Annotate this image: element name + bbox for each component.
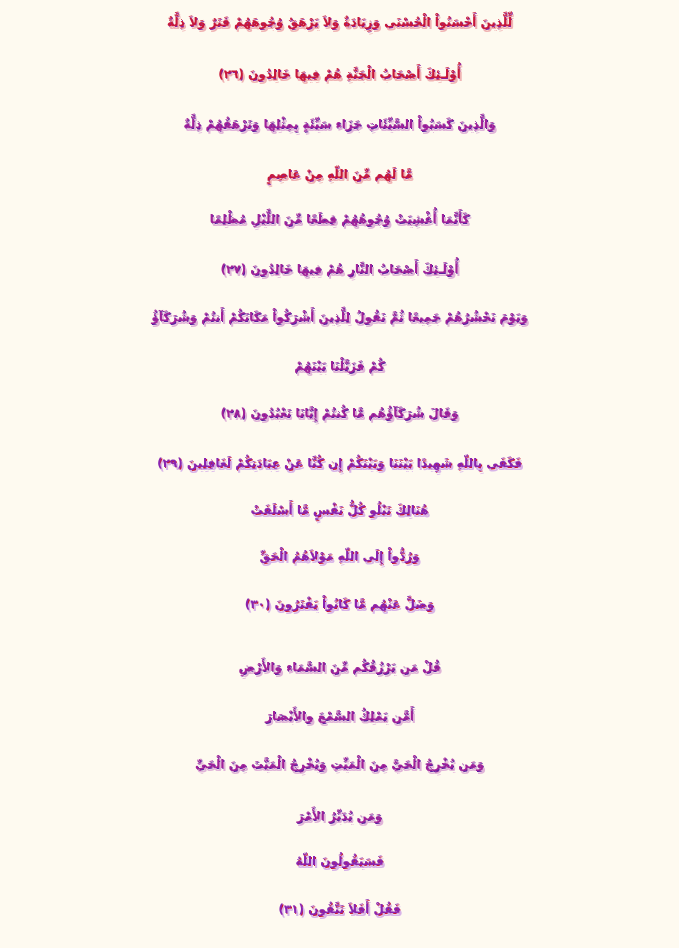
- verse-line-12: وَرُدُّواْ إِلَى اللّهِ مَوْلاَهُمُ الْحَقِّ: [259, 549, 420, 563]
- verse-line-16: وَمَن يُخْرِجُ الْحَيَّ مِنَ الْمَيِّتِ وَيُخْرِجُ الْمَيَّتَ مِنَ الْحَيِّ: [195, 757, 484, 771]
- verse-line-1: لِّلَّذِينَ أَحْسَنُواْ الْحُسْنَى وَزِيَادَةٌ وَلاَ يَرْهَقُ وُجُوهَهُمْ قَتَرٌ وَلاَ ذِلَّةٌ: [166, 15, 513, 29]
- verse-line-17: وَمَن يُدَبِّرُ الأَمْرَ: [296, 809, 383, 823]
- verse-line-15: أَمَّن يَمْلِكُ السَّمْعَ والأَبْصَارَ: [265, 709, 414, 723]
- verse-line-18: فَسَيَقُولُونَ اللّهُ: [295, 854, 384, 868]
- verse-line-19: فَقُلْ أَفَلاَ تَتَّقُونَ (٣١): [278, 902, 401, 916]
- verse-line-4: مَّا لَهُم مِّنَ اللّهِ مِنْ عَاصِمٍ: [266, 167, 413, 181]
- verse-line-7: وَيَوْمَ نَحْشُرُهُمْ جَمِيعًا ثُمَّ نَقُولُ لِلَّذِينَ أَشْرَكُواْ مَكَانَكُمْ أَنتُمْ وَشُرَكَآؤُ: [151, 310, 528, 324]
- verse-line-13: وَضَلَّ عَنْهُم مَّا كَانُواْ يَفْتَرُونَ (٣٠): [244, 597, 435, 611]
- verse-line-11: هُنَالِكَ تَبْلُو كُلُّ نَفْسٍ مَّا أَسْلَفَتْ: [250, 503, 429, 517]
- verse-line-14: قُلْ مَن يَرْزُقُكُم مِّنَ السَّمَاء وَالأَرْضِ: [238, 660, 441, 674]
- verse-line-9: وَقَالَ شُرَكَآؤُهُم مَّا كُنتُمْ إِيَّانَا تَعْبُدُونَ (٢٨): [220, 406, 459, 420]
- verse-line-3: وَالَّذِينَ كَسَبُواْ السَّيِّئَاتِ جَزَاء سَيِّئَةٍ بِمِثْلِهَا وَتَرْهَقُهُمْ ذِلَّةٌ: [183, 117, 496, 131]
- verse-line-2: أُوْلَـئِكَ أَصْحَابُ الْجَنَّةِ هُمْ فِيهَا خَالِدُونَ (٢٦): [218, 67, 461, 81]
- verse-line-5: كَأَنَّمَا أُغْشِيَتْ وُجُوهُهُمْ قِطَعًا مِّنَ اللَّيْلِ مُظْلِمًا: [209, 212, 470, 226]
- verse-line-6: أُوْلَـئِكَ أَصْحَابُ النَّارِ هُمْ فِيهَا خَالِدُونَ (٢٧): [220, 262, 459, 276]
- verse-line-8: كُمْ فَزَيَّلْنَا بَيْنَهُمْ: [294, 359, 385, 373]
- verse-line-10: فَكَفَى بِاللّهِ شَهِيدًا بَيْنَنَا وَبَيْنَكُمْ إِن كُنَّا عَنْ عِبَادَتِكُمْ لَغَافِلِينَ (٢٩): [157, 456, 522, 470]
